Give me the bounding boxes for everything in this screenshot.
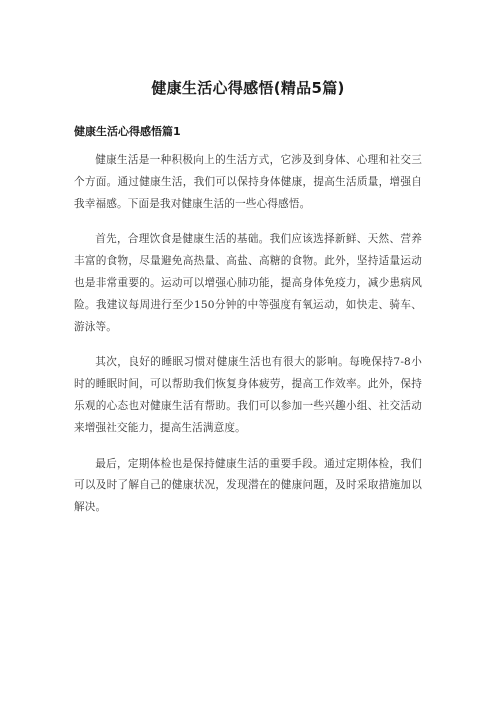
- paragraph-4: 最后，定期体检也是保持健康生活的重要手段。通过定期体检，我们可以及时了解自己的健康状况，发现潜在的健康问题，及时采取措施加以解决。: [74, 457, 422, 514]
- document-title: 健康生活心得感悟(精品5篇): [151, 79, 345, 97]
- section-heading: 健康生活心得感悟篇1: [74, 125, 181, 138]
- paragraph-1: 健康生活是一种积极向上的生活方式，它涉及到身体、心理和社交三个方面。通过健康生活，我们可以保持身体健康，提高生活质量，增强自我幸福感。下面是我对健康生活的一些心得感悟。: [74, 154, 422, 210]
- document-body: [74, 150, 422, 533]
- paragraph-2: 首先，合理饮食是健康生活的基础。我们应该选择新鲜、天然、营养丰富的食物，尽量避免高热量、高盐、高糖的食物。此外，坚持适量运动也是非常重要的。运动可以增强心肺功能，提高身体免疫力，减少患病风险。我建议每周进行至少150分钟的中等强度有氧运动，如快走、骑车、游泳等。: [74, 233, 422, 333]
- paragraph-3: 其次，良好的睡眠习惯对健康生活也有很大的影响。每晚保持7-8小时的睡眠时间，可以帮助我们恢复身体疲劳，提高工作效率。此外，保持乐观的心态也对健康生活有帮助。我们可以参加一些兴趣小组、社交活动来增强社交能力，提高生活满意度。: [74, 356, 422, 434]
